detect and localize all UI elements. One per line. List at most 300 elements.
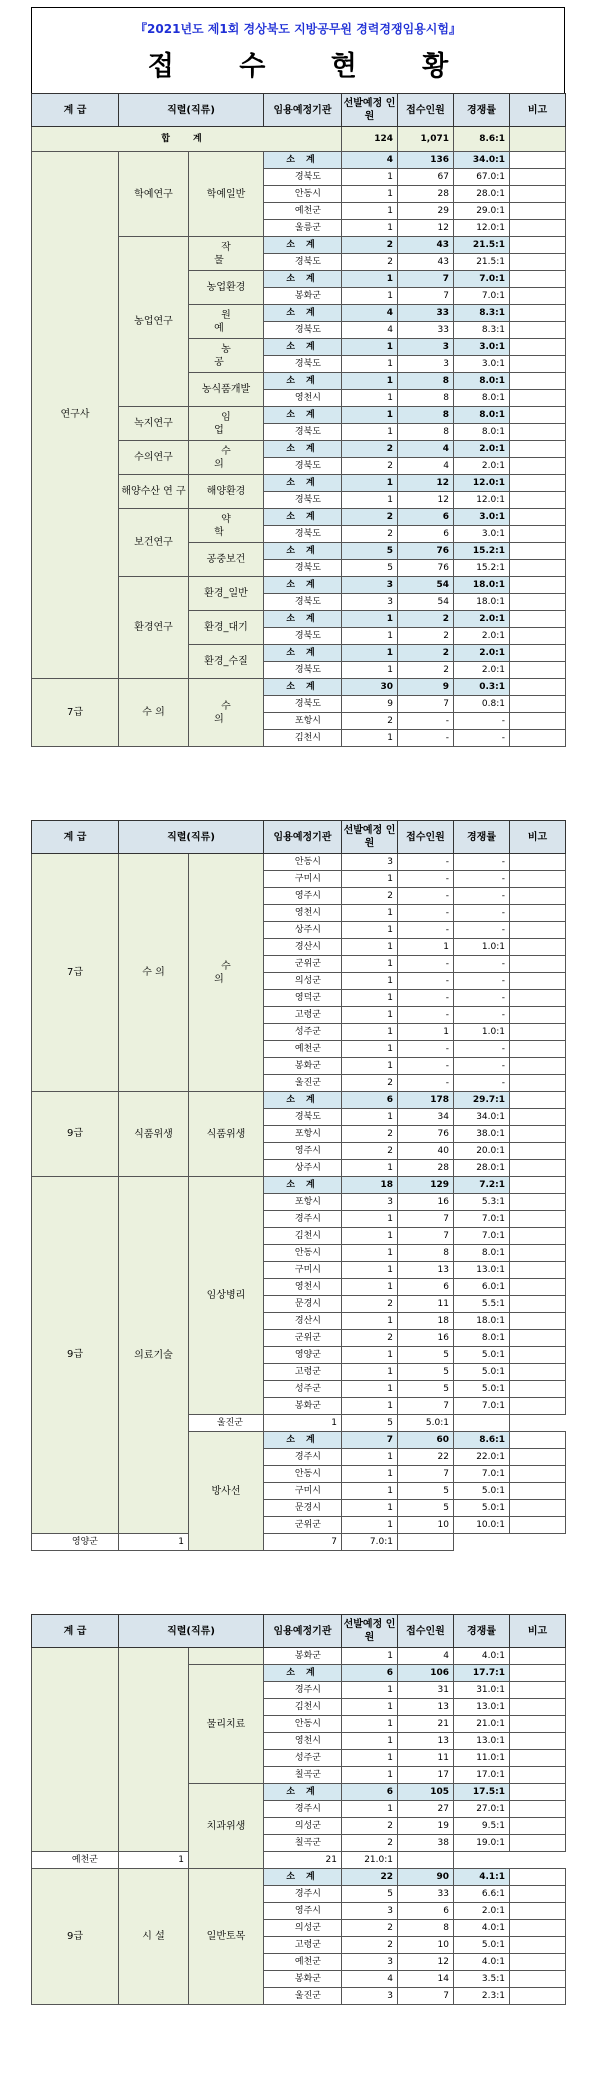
series-cell: 식품위생 <box>119 1092 189 1177</box>
agency-cell: 울진군 <box>264 1988 342 2005</box>
ratio-cell: - <box>454 956 510 973</box>
note-cell <box>510 888 566 905</box>
applicants-cell: 33 <box>398 305 454 322</box>
table-row <box>32 679 566 696</box>
planned-cell: 1 <box>342 1381 398 1398</box>
note-cell <box>510 254 566 271</box>
applicants-cell: 11 <box>398 1296 454 1313</box>
note-cell <box>510 169 566 186</box>
note-cell <box>510 1279 566 1296</box>
grade-cell: 7급 <box>32 854 119 1092</box>
applicants-cell: 5 <box>342 1415 398 1432</box>
ratio-cell: 8.0:1 <box>454 390 510 407</box>
agency-cell: 구미시 <box>264 871 342 888</box>
agency-cell: 경주시 <box>264 1886 342 1903</box>
note-cell <box>454 1415 510 1432</box>
ratio-cell: - <box>454 713 510 730</box>
agency-cell: 소 계 <box>264 1784 342 1801</box>
ratio-cell: 7.0:1 <box>454 1228 510 1245</box>
planned-cell: 1 <box>342 1716 398 1733</box>
note-cell <box>510 956 566 973</box>
ratio-cell: 4.0:1 <box>454 1954 510 1971</box>
note-cell <box>510 220 566 237</box>
note-cell <box>510 611 566 628</box>
planned-cell: 1 <box>342 1160 398 1177</box>
applicants-cell: 1 <box>398 1024 454 1041</box>
agency-cell: 울릉군 <box>264 220 342 237</box>
col-series: 직렬(직류) <box>119 821 264 854</box>
note-cell <box>510 1109 566 1126</box>
planned-cell: 2 <box>342 713 398 730</box>
planned-cell: 1 <box>342 1398 398 1415</box>
note-cell <box>510 1920 566 1937</box>
kind-cell: 환경_대기 <box>189 611 264 645</box>
ratio-cell: 21.5:1 <box>454 237 510 254</box>
agency-cell: 울진군 <box>264 1075 342 1092</box>
agency-cell: 봉화군 <box>264 1058 342 1075</box>
note-cell <box>510 152 566 169</box>
note-cell <box>510 458 566 475</box>
ratio-cell: 1.0:1 <box>454 1024 510 1041</box>
ratio-cell: 7.0:1 <box>454 1211 510 1228</box>
planned-cell: 2 <box>342 254 398 271</box>
applicants-cell: 76 <box>398 1126 454 1143</box>
ratio-cell: 5.0:1 <box>454 1483 510 1500</box>
note-cell <box>510 1937 566 1954</box>
applicants-cell: 129 <box>398 1177 454 1194</box>
note-cell <box>510 1024 566 1041</box>
series-cell: 수 의 <box>119 679 189 747</box>
applicants-cell: 2 <box>398 611 454 628</box>
note-cell <box>510 543 566 560</box>
kind-cell: 농식품개발 <box>189 373 264 407</box>
agency-cell: 김천시 <box>264 730 342 747</box>
agency-cell: 소 계 <box>264 407 342 424</box>
planned-cell: 6 <box>342 1665 398 1682</box>
note-cell <box>510 203 566 220</box>
agency-cell: 포항시 <box>264 713 342 730</box>
planned-cell: 30 <box>342 679 398 696</box>
note-cell <box>510 1869 566 1886</box>
note-cell <box>510 854 566 871</box>
total-applicants: 1,071 <box>398 127 454 152</box>
note-cell <box>510 1818 566 1835</box>
agency-cell: 성주군 <box>264 1381 342 1398</box>
ratio-cell: 5.3:1 <box>454 1194 510 1211</box>
reception-table-page3 <box>31 1614 566 2005</box>
applicants-cell: - <box>398 854 454 871</box>
grade-cell: 7급 <box>32 679 119 747</box>
series-cell: 의료기술 <box>119 1177 189 1534</box>
applicants-cell: 7 <box>398 288 454 305</box>
agency-cell: 소 계 <box>264 237 342 254</box>
agency-cell: 예천군 <box>264 1041 342 1058</box>
applicants-cell: 5 <box>398 1500 454 1517</box>
applicants-cell: 43 <box>398 254 454 271</box>
ratio-cell: 3.0:1 <box>454 526 510 543</box>
note-cell <box>510 628 566 645</box>
applicants-cell: 5 <box>398 1483 454 1500</box>
note-cell <box>510 1466 566 1483</box>
table-row <box>32 854 566 871</box>
agency-cell: 고령군 <box>264 1937 342 1954</box>
ratio-cell: 8.0:1 <box>454 407 510 424</box>
note-cell <box>510 526 566 543</box>
agency-cell: 영천시 <box>264 390 342 407</box>
planned-cell: 9 <box>342 696 398 713</box>
series-cell: 수의연구 <box>119 441 189 475</box>
agency-cell: 경주시 <box>264 1449 342 1466</box>
applicants-cell: 76 <box>398 560 454 577</box>
series-cell <box>119 1648 189 1852</box>
note-cell <box>510 1211 566 1228</box>
applicants-cell: 5 <box>398 1381 454 1398</box>
grade-cell: 연구사 <box>32 152 119 679</box>
planned-cell: 1 <box>342 1767 398 1784</box>
ratio-cell: 3.0:1 <box>454 509 510 526</box>
planned-cell: 2 <box>342 1126 398 1143</box>
grade-cell: 9급 <box>32 1177 119 1534</box>
applicants-cell: 2 <box>398 645 454 662</box>
applicants-cell: 7 <box>398 1466 454 1483</box>
agency-cell: 상주시 <box>264 922 342 939</box>
planned-cell: 1 <box>342 288 398 305</box>
table-row <box>32 1177 566 1194</box>
series-cell: 수 의 <box>119 854 189 1092</box>
grade-cell <box>32 1648 119 1852</box>
planned-cell: 1 <box>342 1483 398 1500</box>
agency-cell: 의성군 <box>264 1818 342 1835</box>
applicants-cell: 17 <box>398 1767 454 1784</box>
agency-cell: 영천시 <box>264 1279 342 1296</box>
agency-cell: 의성군 <box>264 973 342 990</box>
ratio-cell: 7.0:1 <box>342 1534 398 1551</box>
note-cell <box>510 1988 566 2005</box>
note-cell <box>510 339 566 356</box>
ratio-cell: 38.0:1 <box>454 1126 510 1143</box>
note-cell <box>510 390 566 407</box>
applicants-cell: 7 <box>398 1211 454 1228</box>
planned-cell: 1 <box>342 1024 398 1041</box>
applicants-cell: - <box>398 973 454 990</box>
agency-cell: 예천군 <box>264 203 342 220</box>
agency-cell: 경북도 <box>264 662 342 679</box>
planned-cell: 1 <box>342 1211 398 1228</box>
ratio-cell: 7.2:1 <box>454 1177 510 1194</box>
ratio-cell: 18.0:1 <box>454 577 510 594</box>
kind-cell: 치과위생 <box>189 1784 264 1869</box>
agency-cell: 소 계 <box>264 441 342 458</box>
planned-cell: 1 <box>342 662 398 679</box>
planned-cell: 6 <box>342 1092 398 1109</box>
planned-cell: 1 <box>342 390 398 407</box>
note-cell <box>398 1534 454 1551</box>
ratio-cell: 6.0:1 <box>454 1279 510 1296</box>
note-cell <box>510 186 566 203</box>
ratio-cell: - <box>454 973 510 990</box>
planned-cell: 3 <box>342 577 398 594</box>
note-cell <box>510 679 566 696</box>
applicants-cell: 4 <box>398 458 454 475</box>
note-cell <box>510 407 566 424</box>
note-cell <box>510 1228 566 1245</box>
note-cell <box>510 730 566 747</box>
note-cell <box>510 1886 566 1903</box>
ratio-cell: 2.0:1 <box>454 441 510 458</box>
planned-cell: 1 <box>119 1534 189 1551</box>
planned-cell: 1 <box>342 905 398 922</box>
table-row <box>32 1869 566 1886</box>
note-cell <box>510 237 566 254</box>
total-planned: 124 <box>342 127 398 152</box>
series-cell: 보건연구 <box>119 509 189 577</box>
ratio-cell: 34.0:1 <box>454 152 510 169</box>
applicants-cell: 7 <box>398 1398 454 1415</box>
total-ratio: 8.6:1 <box>454 127 510 152</box>
planned-cell: 18 <box>342 1177 398 1194</box>
note-cell <box>510 871 566 888</box>
planned-cell: 1 <box>342 1733 398 1750</box>
planned-cell: 1 <box>119 1852 189 1869</box>
kind-cell: 약 학 <box>189 509 264 543</box>
agency-cell: 포항시 <box>264 1194 342 1211</box>
agency-cell: 소 계 <box>264 271 342 288</box>
agency-cell: 소 계 <box>264 1665 342 1682</box>
agency-cell: 경북도 <box>264 628 342 645</box>
ratio-cell: 3.0:1 <box>454 339 510 356</box>
applicants-cell: 9 <box>398 679 454 696</box>
agency-cell: 경산시 <box>264 939 342 956</box>
agency-cell: 소 계 <box>264 1177 342 1194</box>
applicants-cell: - <box>398 922 454 939</box>
ratio-cell: 7.0:1 <box>454 1398 510 1415</box>
applicants-cell: 105 <box>398 1784 454 1801</box>
applicants-cell: 11 <box>398 1750 454 1767</box>
note-cell <box>510 1835 566 1852</box>
note-cell <box>510 1092 566 1109</box>
applicants-cell: - <box>398 888 454 905</box>
reception-table-page1 <box>31 93 566 747</box>
series-cell: 시 설 <box>119 1869 189 2005</box>
applicants-cell: 10 <box>398 1517 454 1534</box>
agency-cell: 포항시 <box>264 1126 342 1143</box>
agency-cell: 소 계 <box>264 543 342 560</box>
applicants-cell: 178 <box>398 1092 454 1109</box>
ratio-cell: 8.3:1 <box>454 322 510 339</box>
applicants-cell: 10 <box>398 1937 454 1954</box>
applicants-cell: 8 <box>398 407 454 424</box>
agency-cell: 군위군 <box>264 956 342 973</box>
planned-cell: 1 <box>342 1279 398 1296</box>
note-cell <box>510 1313 566 1330</box>
agency-cell: 군위군 <box>264 1330 342 1347</box>
planned-cell: 5 <box>342 560 398 577</box>
agency-cell: 성주군 <box>264 1750 342 1767</box>
ratio-cell: 5.0:1 <box>454 1347 510 1364</box>
ratio-cell: 3.0:1 <box>454 356 510 373</box>
agency-cell: 성주군 <box>264 1024 342 1041</box>
agency-cell: 소 계 <box>264 373 342 390</box>
planned-cell: 2 <box>342 441 398 458</box>
agency-cell: 경북도 <box>264 169 342 186</box>
planned-cell: 7 <box>342 1432 398 1449</box>
applicants-cell: 16 <box>398 1330 454 1347</box>
applicants-cell: 106 <box>398 1665 454 1682</box>
planned-cell: 1 <box>342 1228 398 1245</box>
ratio-cell: 21.0:1 <box>342 1852 398 1869</box>
kind-cell: 물리치료 <box>189 1665 264 1784</box>
agency-cell: 소 계 <box>264 577 342 594</box>
planned-cell: 5 <box>342 1886 398 1903</box>
planned-cell: 2 <box>342 458 398 475</box>
applicants-cell: 18 <box>398 1313 454 1330</box>
note-cell <box>398 1852 454 1869</box>
applicants-cell: 31 <box>398 1682 454 1699</box>
planned-cell: 22 <box>342 1869 398 1886</box>
col-ratio: 경쟁률 <box>454 94 510 127</box>
agency-cell: 영천시 <box>264 1733 342 1750</box>
ratio-cell: 5.0:1 <box>398 1415 454 1432</box>
ratio-cell: 9.5:1 <box>454 1818 510 1835</box>
agency-cell: 경북도 <box>264 560 342 577</box>
ratio-cell: 67.0:1 <box>454 169 510 186</box>
applicants-cell: 6 <box>398 509 454 526</box>
planned-cell: 4 <box>342 152 398 169</box>
planned-cell: 1 <box>342 1245 398 1262</box>
note-cell <box>510 594 566 611</box>
planned-cell: 1 <box>342 356 398 373</box>
applicants-cell: 60 <box>398 1432 454 1449</box>
ratio-cell: 2.0:1 <box>454 1903 510 1920</box>
col-applicants: 접수인원 <box>398 1615 454 1648</box>
agency-cell: 경북도 <box>264 696 342 713</box>
agency-cell: 경주시 <box>264 1211 342 1228</box>
agency-cell: 김천시 <box>264 1228 342 1245</box>
agency-cell: 소 계 <box>264 152 342 169</box>
agency-cell: 소 계 <box>264 1432 342 1449</box>
col-agency: 임용예정기관 <box>264 1615 342 1648</box>
agency-cell: 예천군 <box>264 1954 342 1971</box>
planned-cell: 1 <box>342 1364 398 1381</box>
agency-cell: 소 계 <box>264 339 342 356</box>
agency-cell: 영주시 <box>264 1143 342 1160</box>
kind-cell: 임상병리 <box>189 1177 264 1415</box>
note-cell <box>510 1398 566 1415</box>
note-cell <box>510 645 566 662</box>
ratio-cell: 21.0:1 <box>454 1716 510 1733</box>
planned-cell: 1 <box>342 1313 398 1330</box>
note-cell <box>510 1007 566 1024</box>
note-cell <box>510 288 566 305</box>
applicants-cell: 7 <box>398 696 454 713</box>
col-grade: 계 급 <box>32 821 119 854</box>
ratio-cell: 3.5:1 <box>454 1971 510 1988</box>
note-cell <box>510 1194 566 1211</box>
agency-cell: 김천시 <box>264 1699 342 1716</box>
col-note: 비고 <box>510 821 566 854</box>
agency-cell: 고령군 <box>264 1007 342 1024</box>
planned-cell: 2 <box>342 1296 398 1313</box>
applicants-cell: 7 <box>398 271 454 288</box>
table-row <box>32 1092 566 1109</box>
planned-cell: 1 <box>342 339 398 356</box>
col-planned: 선발예정 인 원 <box>342 94 398 127</box>
applicants-cell: 6 <box>398 526 454 543</box>
planned-cell: 1 <box>342 186 398 203</box>
agency-cell: 경북도 <box>264 424 342 441</box>
ratio-cell: 19.0:1 <box>454 1835 510 1852</box>
ratio-cell: 5.0:1 <box>454 1364 510 1381</box>
note-cell <box>510 322 566 339</box>
applicants-cell: 21 <box>264 1852 342 1869</box>
ratio-cell: 8.6:1 <box>454 1432 510 1449</box>
planned-cell: 1 <box>342 1750 398 1767</box>
planned-cell: 1 <box>342 1262 398 1279</box>
note-cell <box>510 1364 566 1381</box>
ratio-cell: 34.0:1 <box>454 1109 510 1126</box>
ratio-cell: - <box>454 922 510 939</box>
agency-cell: 소 계 <box>264 305 342 322</box>
ratio-cell: 4.0:1 <box>454 1648 510 1665</box>
planned-cell: 1 <box>342 1007 398 1024</box>
table-header-row <box>32 821 566 854</box>
planned-cell: 2 <box>342 1075 398 1092</box>
applicants-cell: 19 <box>398 1818 454 1835</box>
note-cell <box>510 1245 566 1262</box>
planned-cell: 1 <box>342 730 398 747</box>
col-agency: 임용예정기관 <box>264 94 342 127</box>
note-cell <box>510 1733 566 1750</box>
note-cell <box>510 1143 566 1160</box>
planned-cell: 1 <box>342 1500 398 1517</box>
agency-cell: 영덕군 <box>264 990 342 1007</box>
note-cell <box>510 973 566 990</box>
note-cell <box>510 1075 566 1092</box>
planned-cell: 3 <box>342 1194 398 1211</box>
agency-cell: 문경시 <box>264 1500 342 1517</box>
col-planned: 선발예정 인 원 <box>342 821 398 854</box>
kind-cell: 농 공 <box>189 339 264 373</box>
table-row <box>32 1534 566 1551</box>
planned-cell: 1 <box>342 990 398 1007</box>
planned-cell: 4 <box>342 305 398 322</box>
agency-cell: 소 계 <box>264 679 342 696</box>
agency-cell: 봉화군 <box>264 288 342 305</box>
planned-cell: 6 <box>342 1784 398 1801</box>
planned-cell: 3 <box>342 1988 398 2005</box>
agency-cell: 고령군 <box>264 1364 342 1381</box>
applicants-cell: 6 <box>398 1903 454 1920</box>
planned-cell: 2 <box>342 237 398 254</box>
kind-cell: 수 의 <box>189 441 264 475</box>
agency-cell: 안동시 <box>264 1466 342 1483</box>
applicants-cell: 54 <box>398 594 454 611</box>
applicants-cell: 5 <box>398 1364 454 1381</box>
col-note: 비고 <box>510 94 566 127</box>
total-label: 합 계 <box>32 127 342 152</box>
agency-cell: 소 계 <box>264 645 342 662</box>
planned-cell: 1 <box>342 1449 398 1466</box>
agency-cell: 영주시 <box>264 1903 342 1920</box>
col-applicants: 접수인원 <box>398 821 454 854</box>
col-series: 직렬(직류) <box>119 1615 264 1648</box>
applicants-cell: 7 <box>264 1534 342 1551</box>
planned-cell: 4 <box>342 1971 398 1988</box>
planned-cell: 2 <box>342 1330 398 1347</box>
applicants-cell: 12 <box>398 475 454 492</box>
note-cell <box>510 1347 566 1364</box>
note-cell <box>510 1262 566 1279</box>
